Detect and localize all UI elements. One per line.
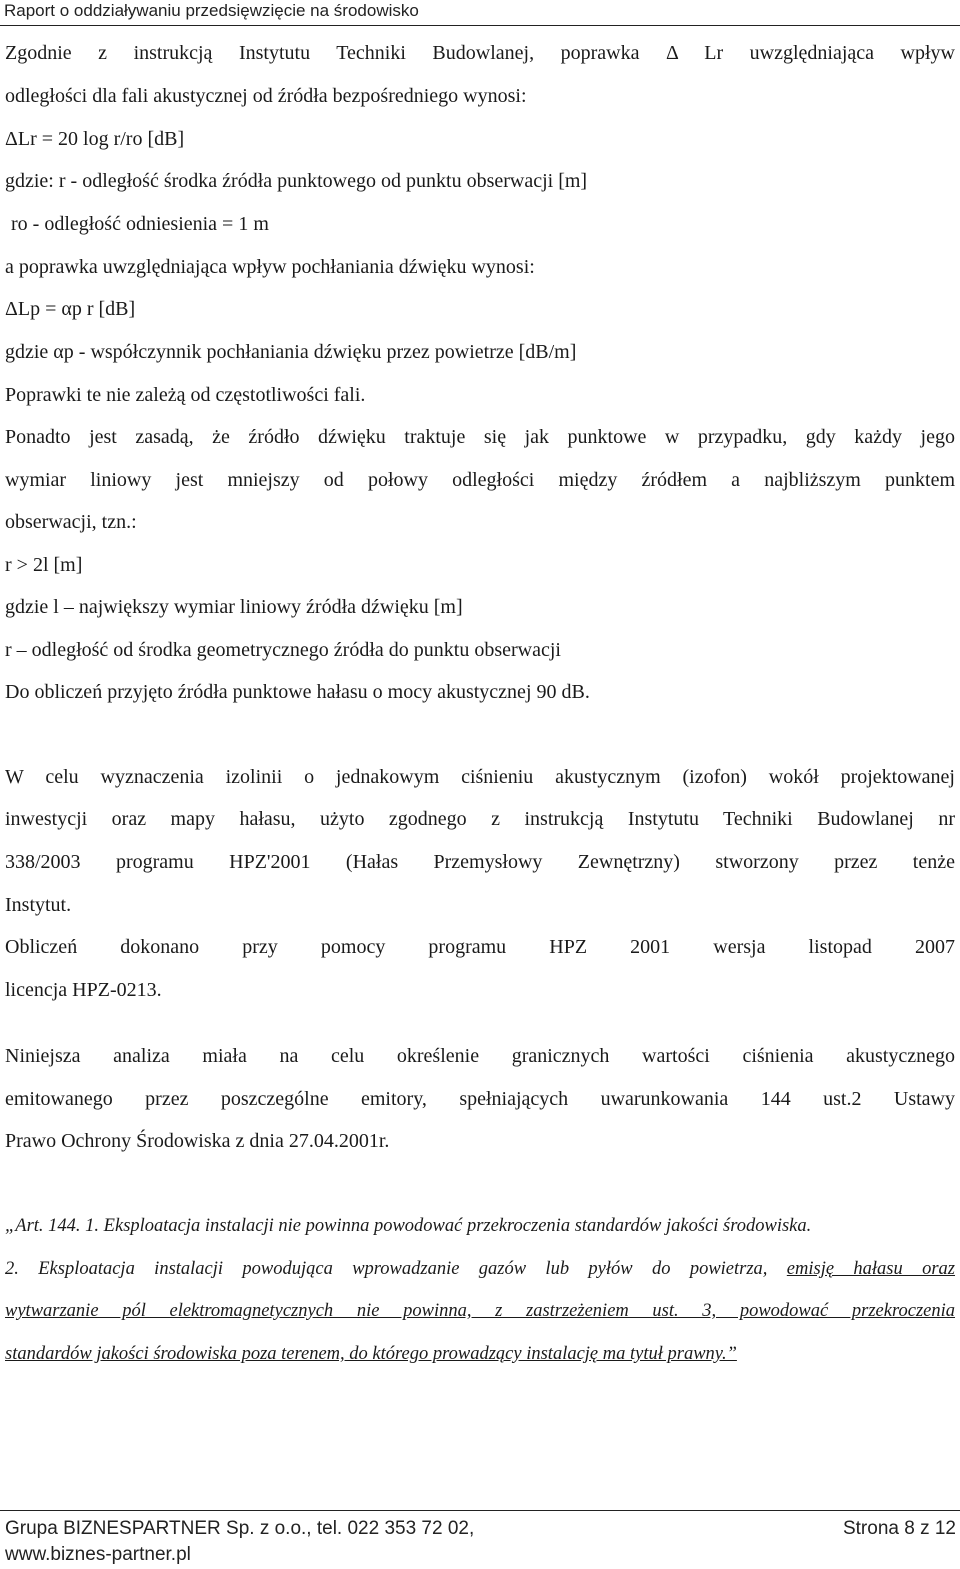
formula-line: r > 2l [m] <box>5 554 83 576</box>
paragraph-line: gdzie: r - odległość środka źródła punktowego od punktu obserwacji [m] <box>5 170 588 192</box>
paragraph-line: Instytut. <box>5 894 72 916</box>
paragraph-line: Ponadto jest zasadą, że źródło dźwięku traktuje się jak punktowe w przypadku, gdy każdy jego <box>5 426 955 448</box>
footer-divider <box>0 1510 960 1511</box>
quote-text: 2. Eksploatacja instalacji powodująca wprowadzanie gazów lub pyłów do powietrza, <box>5 1259 787 1279</box>
quote-line: standardów jakości środowiska poza terenem, do którego prowadzący instalację ma tytuł prawny.” <box>5 1344 737 1364</box>
paragraph-line: emitowanego przez poszczególne emitory, spełniających uwarunkowania 144 ust.2 Ustawy <box>5 1088 955 1110</box>
quote-underlined-text: emisję hałasu oraz <box>786 1259 956 1279</box>
footer-page-number: Strona 8 z 12 <box>842 1518 956 1539</box>
paragraph-line: Niniejsza analiza miała na celu określenie granicznych wartości ciśnienia akustycznego <box>5 1045 955 1067</box>
quote-line <box>5 1256 955 1282</box>
paragraph-line: W celu wyznaczenia izolinii o jednakowym ciśnieniu akustycznym (izofon) wokół projektowanej <box>5 766 955 788</box>
paragraph-line: obserwacji, tzn.: <box>5 511 137 533</box>
paragraph-line: gdzie l – największy wymiar liniowy źródła dźwięku [m] <box>5 596 463 618</box>
paragraph-line: a poprawka uwzględniająca wpływ pochłaniania dźwięku wynosi: <box>5 256 535 278</box>
paragraph-line: Do obliczeń przyjęto źródła punktowe hałasu o mocy akustycznej 90 dB. <box>5 681 590 703</box>
quote-line: wytwarzanie pól elektromagnetycznych nie powinna, z zastrzeżeniem ust. 3, powodować przekroczenia <box>5 1301 955 1321</box>
page-header: Raport o oddziaływaniu przedsięwzięcie na środowisko <box>0 0 960 26</box>
paragraph-line: r – odległość od środka geometrycznego źródła do punktu obserwacji <box>5 639 561 661</box>
paragraph-line: ro - odległość odniesienia = 1 m <box>11 213 269 235</box>
paragraph-line: 338/2003 programu HPZ'2001 (Hałas Przemysłowy Zewnętrzny) stworzony przez tenże <box>5 851 955 873</box>
paragraph-line: gdzie αp - współczynnik pochłaniania dźwięku przez powietrze [dB/m] <box>5 341 577 363</box>
paragraph-line: licencja HPZ-0213. <box>5 979 162 1001</box>
quote-line: „Art. 144. 1. Eksploatacja instalacji nie powinna powodować przekroczenia standardów jakości środowiska. <box>5 1216 812 1236</box>
paragraph-line: Obliczeń dokonano przy pomocy programu HPZ 2001 wersja listopad 2007 <box>5 936 955 958</box>
paragraph-line: Zgodnie z instrukcją Instytutu Techniki Budowlanej, poprawka Δ Lr uwzględniająca wpływ <box>5 42 955 64</box>
paragraph-line: Poprawki te nie zależą od częstotliwości fali. <box>5 384 366 406</box>
paragraph-line: wymiar liniowy jest mniejszy od połowy odległości między źródłem a najbliższym punktem <box>5 469 955 491</box>
paragraph-line: inwestycji oraz mapy hałasu, użyto zgodnego z instrukcją Instytutu Techniki Budowlanej nr <box>5 808 955 830</box>
footer-website: www.biznes-partner.pl <box>5 1544 191 1565</box>
formula-line: ΔLr = 20 log r/ro [dB] <box>5 128 185 150</box>
paragraph-line: Prawo Ochrony Środowiska z dnia 27.04.2001r. <box>5 1130 390 1152</box>
formula-line: ΔLp = αp r [dB] <box>5 298 136 320</box>
paragraph-line: odległości dla fali akustycznej od źródła bezpośredniego wynosi: <box>5 85 527 107</box>
footer-company: Grupa BIZNESPARTNER Sp. z o.o., tel. 022 353 72 02, <box>5 1518 475 1539</box>
